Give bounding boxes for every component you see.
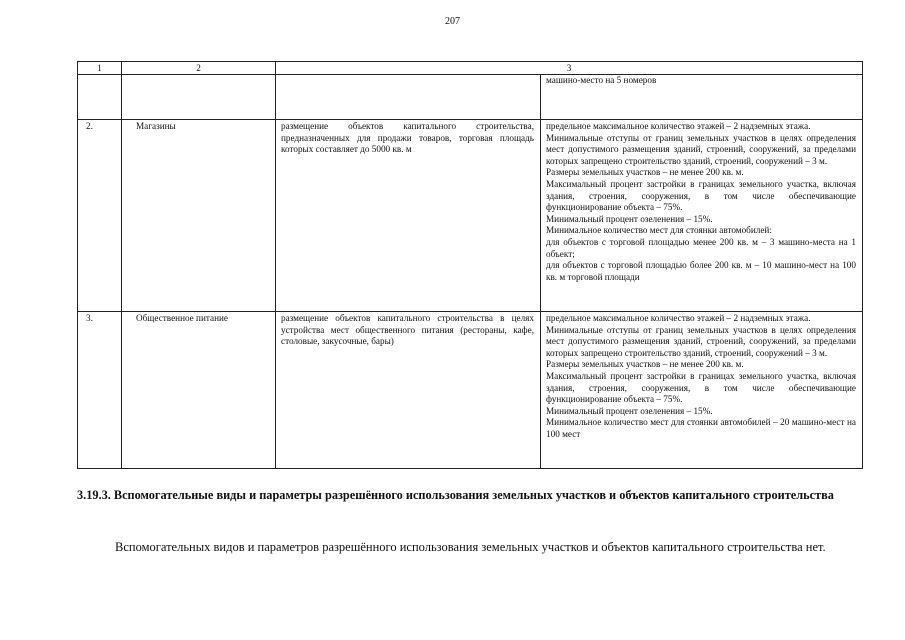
params-cell [541, 120, 863, 312]
section-body-text: Вспомогательных видов и параметров разрешённого использования земельных участков и объектов капитального строительства нет. [115, 540, 826, 554]
params-line: Минимальные отступы от границ земельных участков в целях определения мест допустимого размещения зданий, строений, сооружений, за пределами которых запрещено строительство зданий, строений, сооружений – 3 м. [546, 324, 856, 358]
table-header-row [78, 62, 863, 75]
params-line: для объектов с торговой площадью менее 200 кв. м – 3 машино-места на 1 объект; [546, 236, 856, 259]
table-row [78, 120, 863, 312]
column-header: 2 [122, 62, 276, 75]
use-type-description: размещение объектов капитального строительства, предназначенных для продажи товаров, торговая площадь которых составляет до 5000 кв. м [276, 120, 541, 312]
row-number: 3. [78, 312, 122, 469]
params-line: Минимальное количество мест для стоянки автомобилей – 20 машино-мест на 100 мест [546, 417, 856, 439]
column-header: 1 [78, 62, 122, 75]
params-line: Размеры земельных участков – не менее 200 кв. м. [546, 359, 744, 370]
table-row-continuation [78, 75, 863, 120]
params-line: для объектов с торговой площадью более 200 кв. м – 10 машино-мест на 100 кв. м торговой площади [546, 260, 856, 282]
params-line: предельное максимальное количество этажей – 2 надземных этажа. [546, 121, 811, 131]
params-line: Минимальный процент озеленения – 15%. [546, 405, 713, 416]
column-header: 3 [276, 62, 863, 75]
params-cell [541, 312, 863, 469]
use-type-description: размещение объектов капитального строительства в целях устройства мест общественного питания (рестораны, кафе, столовые, закусочные, бары) [276, 312, 541, 469]
row-number: 2. [78, 120, 122, 312]
section-heading: 3.19.3. Вспомогательные виды и параметры разрешённого использования земельных участков и объектов капитального строительства [77, 488, 834, 502]
params-line: Размеры земельных участков – не менее 200 кв. м. [546, 167, 744, 178]
page-number: 207 [445, 16, 460, 27]
params-line: Минимальный процент озеленения – 15%. [546, 213, 713, 224]
table-row [78, 312, 863, 469]
use-type-name: Общественное питание [122, 312, 276, 469]
params-line: Минимальные отступы от границ земельных участков в целях определения мест допустимого размещения зданий, строений, сооружений, за пределами которых запрещено строительство зданий, строений, сооружений – 3 м. [546, 132, 856, 166]
land-use-table [77, 61, 863, 469]
params-cell [541, 75, 863, 120]
use-type-name: Магазины [122, 120, 276, 312]
params-line: машино-место на 5 номеров [546, 75, 657, 85]
params-line: Максимальный процент застройки в границах земельного участка, включая здания, строения, сооружения, в том числе обеспечивающие функционирование объекта – 75%. [546, 178, 856, 213]
params-line: Минимальное количество мест для стоянки автомобилей: [546, 225, 772, 236]
params-line: предельное максимальное количество этажей – 2 надземных этажа. [546, 313, 811, 323]
params-line: Максимальный процент застройки в границах земельного участка, включая здания, строения, сооружения, в том числе обеспечивающие функционирование объекта – 75%. [546, 370, 856, 405]
